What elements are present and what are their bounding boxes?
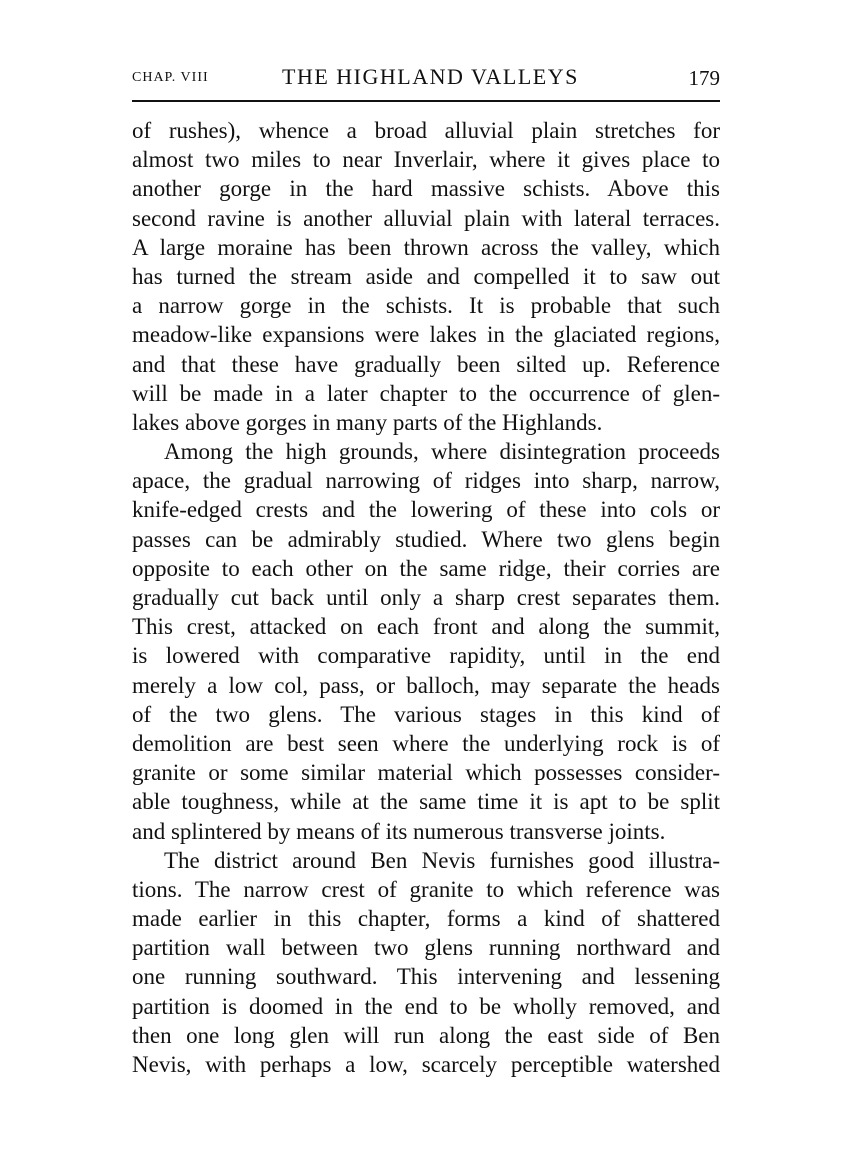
text-line: another gorge in the hard massive schists. Above this: [132, 176, 720, 202]
text-line: meadow-like expansions were lakes in the glaciated regions,: [132, 322, 720, 348]
text-line: of the two glens. The various stages in this kind of: [132, 701, 720, 727]
text-line: partition is doomed in the end to be wholly removed, and: [132, 993, 720, 1019]
text-line: A large moraine has been thrown across the valley, which: [132, 234, 720, 260]
paragraph-end-line: lakes above gorges in many parts of the Highlands.: [132, 409, 603, 435]
text-line: one running southward. This intervening and lessening: [132, 964, 720, 990]
paragraph-start-line: Among the high grounds, where disintegration proceeds: [164, 439, 720, 465]
text-line: able toughness, while at the same time it is apt to be split: [132, 789, 720, 815]
text-line: is lowered with comparative rapidity, until in the end: [132, 643, 720, 669]
text-line: second ravine is another alluvial plain with lateral terraces.: [132, 205, 720, 231]
running-title: THE HIGHLAND VALLEYS: [282, 64, 579, 89]
text-line: passes can be admirably studied. Where two glens begin: [132, 526, 720, 552]
text-line: This crest, attacked on each front and along the summit,: [132, 614, 720, 640]
chapter-label: CHAP. VIII: [132, 70, 209, 85]
text-line: will be made in a later chapter to the occurrence of glen-: [132, 380, 720, 406]
header-rule: [132, 100, 720, 102]
paragraph-end-line: and splintered by means of its numerous transverse joints.: [132, 818, 666, 844]
paragraph-start-line: The district around Ben Nevis furnishes good illustra-: [164, 847, 720, 873]
text-line: opposite to each other on the same ridge, their corries are: [132, 555, 720, 581]
text-line: tions. The narrow crest of granite to which reference was: [132, 876, 720, 902]
body-text: [132, 116, 720, 1079]
text-line: apace, the gradual narrowing of ridges into sharp, narrow,: [132, 468, 720, 494]
text-line: and that these have gradually been silted up. Reference: [132, 351, 720, 377]
page-number: 179: [688, 66, 720, 90]
text-line: merely a low col, pass, or balloch, may separate the heads: [132, 672, 720, 698]
text-line: almost two miles to near Inverlair, where it gives place to: [132, 147, 720, 173]
text-line: Nevis, with perhaps a low, scarcely perceptible watershed: [132, 1052, 720, 1077]
text-line: then one long glen will run along the east side of Ben: [132, 1022, 720, 1048]
text-line: a narrow gorge in the schists. It is probable that such: [132, 293, 720, 319]
text-line: knife-edged crests and the lowering of these into cols or: [132, 497, 720, 523]
text-line: partition wall between two glens running northward and: [132, 935, 720, 961]
text-line: made earlier in this chapter, forms a kind of shattered: [132, 906, 720, 932]
text-line: of rushes), whence a broad alluvial plain stretches for: [132, 118, 720, 143]
running-head: [132, 64, 720, 94]
text-line: gradually cut back until only a sharp crest separates them.: [132, 585, 720, 610]
text-line: demolition are best seen where the underlying rock is of: [132, 730, 720, 756]
text-line: has turned the stream aside and compelled it to saw out: [132, 263, 720, 289]
text-line: granite or some similar material which possesses consider-: [132, 760, 720, 786]
